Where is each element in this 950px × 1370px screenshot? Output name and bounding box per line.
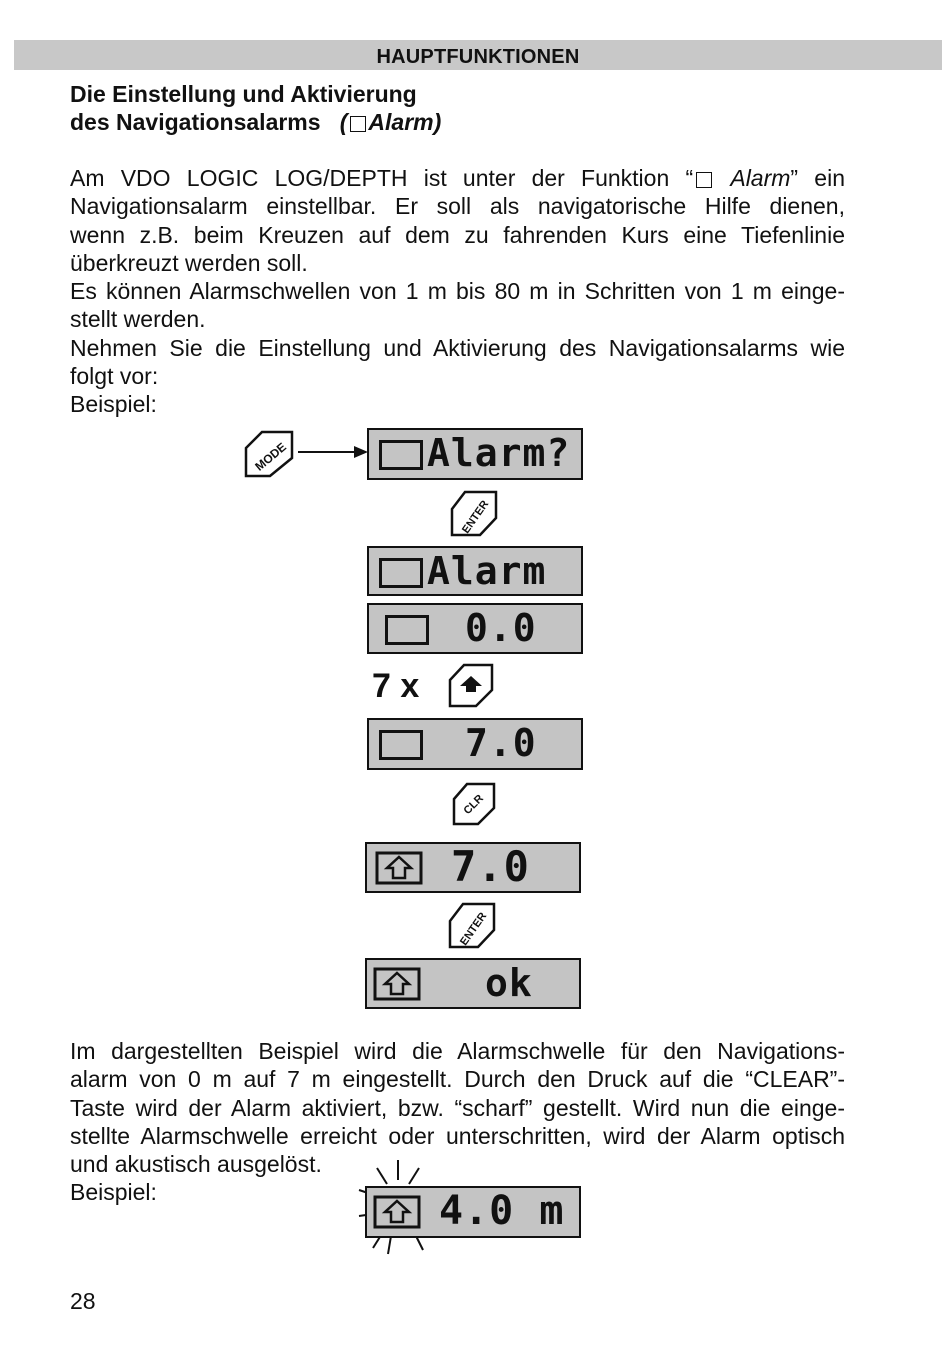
alarm-symbol-icon — [379, 730, 423, 760]
outro-line: Im dargestellten Beispiel wird die Alarmschwelle für den Navigations- — [70, 1038, 845, 1064]
up-arrow-key-icon — [446, 662, 496, 710]
intro-line: Navigationsalarm einstellbar. Er soll als navigatorische Hilfe dienen, — [70, 193, 845, 220]
section-heading — [70, 80, 441, 136]
lcd-display-alarm — [367, 546, 583, 596]
intro-line: wenn z.B. beim Kreuzen auf dem zu fahrenden Kurs eine Tiefenlinie — [70, 221, 845, 248]
outro-line: alarm von 0 m auf 7 m eingestellt. Durch den Druck auf die “CLEAR”- — [70, 1066, 845, 1093]
intro-alarm-label: Alarm — [730, 165, 791, 191]
intro-text: Am VDO LOGIC LOG/DEPTH ist unter der Funktion “ — [70, 165, 694, 191]
heading-line-2 — [70, 108, 441, 136]
clr-key-label: CLR — [461, 792, 486, 817]
lcd-text: ok — [485, 961, 533, 1005]
alarm-symbol-icon — [350, 116, 366, 132]
intro-line: folgt vor: — [70, 363, 159, 390]
heading-alarm-label: Alarm — [368, 109, 434, 135]
lcd-display-value-initial — [367, 603, 583, 654]
alarm-symbol-icon — [696, 172, 712, 188]
intro-line: stellt werden. — [70, 306, 206, 333]
outro-line: Taste wird der Alarm aktiviert, bzw. “scharf” gestellt. Wird nun die einge- — [70, 1094, 845, 1121]
outro-line: und akustisch ausgelöst. — [70, 1151, 322, 1178]
alarm-symbol-icon — [379, 440, 423, 470]
enter-key-icon — [448, 490, 500, 538]
lcd-text: 4.0 m — [439, 1188, 565, 1234]
heading-line-2-text: des Navigationsalarms — [70, 109, 321, 135]
intro-text: ” ein — [790, 165, 845, 191]
armed-alarm-icon — [373, 967, 421, 1001]
enter-key-icon — [446, 902, 498, 950]
lcd-display-alarm-query — [367, 428, 583, 480]
page-number: 28 — [70, 1288, 96, 1314]
lcd-text: 0.0 — [465, 606, 537, 650]
repeat-count: 7 x — [372, 667, 420, 705]
lcd-display-ok — [365, 958, 581, 1009]
enter-key-label: ENTER — [458, 910, 490, 948]
section-header-title: HAUPTFUNKTIONEN — [376, 46, 580, 68]
heading-alarm-ref: ( Alarm) — [326, 109, 442, 135]
intro-line — [70, 164, 845, 192]
outro-paragraph — [70, 1037, 845, 1207]
armed-alarm-icon — [375, 851, 423, 885]
mode-key-label: MODE — [252, 439, 289, 474]
intro-paragraph — [70, 164, 845, 419]
lcd-display-alarm-armed — [365, 842, 581, 893]
outro-line: stellte Alarmschwelle erreicht oder unterschritten, wird der Alarm optisch — [70, 1122, 845, 1149]
lcd-text: 7.0 — [451, 842, 530, 891]
intro-line: überkreuzt werden soll. — [70, 249, 308, 276]
lcd-text: Alarm? — [427, 431, 571, 475]
lcd-display-alarm-triggered — [365, 1186, 581, 1238]
alarm-symbol-icon — [379, 558, 423, 588]
intro-line: Nehmen Sie die Einstellung und Aktivierung des Navigationsalarms wie — [70, 334, 845, 361]
mode-key-icon — [240, 428, 375, 480]
lcd-text: Alarm — [427, 549, 547, 593]
outro-line: Beispiel: — [70, 1179, 157, 1206]
section-header-bar — [14, 40, 942, 70]
enter-key-label: ENTER — [460, 498, 492, 536]
intro-line: Beispiel: — [70, 391, 157, 418]
lcd-text: 7.0 — [465, 721, 537, 765]
clr-key-icon — [450, 782, 498, 828]
lcd-display-value-set — [367, 718, 583, 770]
heading-line-1: Die Einstellung und Aktivierung — [70, 81, 417, 107]
armed-alarm-icon — [373, 1195, 421, 1229]
alarm-symbol-icon — [385, 615, 429, 645]
intro-line: Es können Alarmschwellen von 1 m bis 80 m in Schritten von 1 m einge- — [70, 278, 845, 305]
